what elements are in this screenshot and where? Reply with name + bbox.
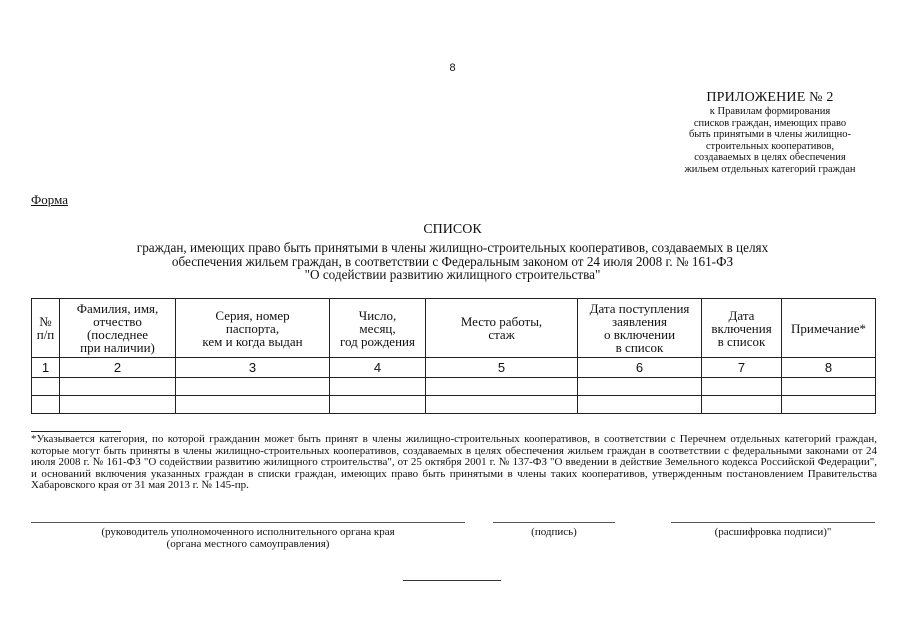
col-header-workplace: Место работы, стаж <box>426 299 578 358</box>
register-table <box>31 298 876 414</box>
empty-cell <box>330 396 426 414</box>
signature-line <box>493 522 615 523</box>
col-header-note: Примечание* <box>782 299 876 358</box>
column-number: 4 <box>330 358 426 378</box>
official-caption-line: (органа местного самоуправления) <box>166 538 330 550</box>
signature-caption: (подпись) <box>531 526 577 538</box>
list-title: СПИСОК <box>423 222 482 237</box>
col-header-application-date: Дата поступления заявления о включении в список <box>578 299 702 358</box>
official-caption <box>31 526 465 550</box>
decoding-caption: (расшифровка подписи)" <box>714 526 832 538</box>
col-header-full-name: Фамилия, имя, отчество (последнее при наличии) <box>60 299 176 358</box>
list-subtitle-line: обеспечения жильем граждан, в соответствии с Федеральным законом от 24 июля 2008 г. № 161-ФЗ <box>171 253 734 269</box>
empty-cell <box>32 378 60 396</box>
empty-cell <box>330 378 426 396</box>
empty-cell <box>32 396 60 414</box>
column-number: 3 <box>176 358 330 378</box>
empty-cell <box>702 396 782 414</box>
list-subtitle-line: граждан, имеющих право быть принятыми в члены жилищно-строительных кооперативов, создаваемых в целях <box>136 240 769 255</box>
appendix-line: списков граждан, имеющих право <box>693 117 847 129</box>
footnote-divider <box>31 431 121 432</box>
column-number: 7 <box>702 358 782 378</box>
empty-cell <box>60 378 176 396</box>
signature-decoding-line <box>671 522 875 523</box>
col-header-number: № п/п <box>32 299 60 358</box>
column-number: 1 <box>32 358 60 378</box>
empty-cell <box>782 396 876 414</box>
column-number: 6 <box>578 358 702 378</box>
column-number: 2 <box>60 358 176 378</box>
empty-cell <box>782 378 876 396</box>
end-divider <box>403 580 501 581</box>
empty-cell <box>176 396 330 414</box>
empty-cell <box>426 396 578 414</box>
column-number: 8 <box>782 358 876 378</box>
empty-cell <box>60 396 176 414</box>
appendix-title: ПРИЛОЖЕНИЕ № 2 <box>706 90 834 105</box>
col-header-passport: Серия, номер паспорта, кем и когда выдан <box>176 299 330 358</box>
empty-cell <box>426 378 578 396</box>
empty-table-row <box>32 396 876 414</box>
appendix-line: создаваемых в целях обеспечения <box>694 152 846 163</box>
empty-cell <box>702 378 782 396</box>
column-number-row <box>32 358 876 378</box>
column-number: 5 <box>426 358 578 378</box>
list-subtitle <box>40 241 865 282</box>
header-row <box>32 299 876 358</box>
appendix-line: быть принятыми в члены жилищно- <box>688 129 852 140</box>
empty-table-row <box>32 378 876 396</box>
empty-cell <box>176 378 330 396</box>
col-header-birth-date: Число, месяц, год рождения <box>330 299 426 358</box>
appendix-line: жильем отдельных категорий граждан <box>684 163 856 175</box>
appendix-line: к Правилам формирования <box>709 106 831 117</box>
form-label: Форма <box>31 192 68 207</box>
empty-cell <box>578 396 702 414</box>
page-number: 8 <box>449 62 456 74</box>
empty-cell <box>578 378 702 396</box>
list-subtitle-line: "О содействии развитию жилищного строительства" <box>304 267 601 282</box>
official-signature-line <box>31 522 465 523</box>
appendix-block <box>640 89 900 175</box>
footnote-text: *Указывается категория, по которой гражданин может быть принят в члены жилищно-строительных кооперативов, в соответствии с Перечнем отдельных категорий граждан, которые могут быть приняты в члены жилищно-строительных кооперативов, создаваемых в целях обеспечения жильем граждан в соответствии с федеральными законами от 24 июля 2008 г. № 161-ФЗ "О содействии развитию жилищного строительства", от 25 октября 2001 г. № 137-ФЗ "О введении в действие Земельного кодекса Российской Федерации", и оснований включения указанных граждан в списки граждан, имеющих право быть принятыми в члены таких кооперативов, утвержденным постановлением Правительства Хабаровского края от 31 мая 2013 г. № 145-пр. <box>31 433 877 492</box>
appendix-line: строительных кооперативов, <box>705 140 835 152</box>
col-header-inclusion-date: Дата включения в список <box>702 299 782 358</box>
official-caption-line: (руководитель уполномоченного исполнительного органа края <box>101 526 395 538</box>
